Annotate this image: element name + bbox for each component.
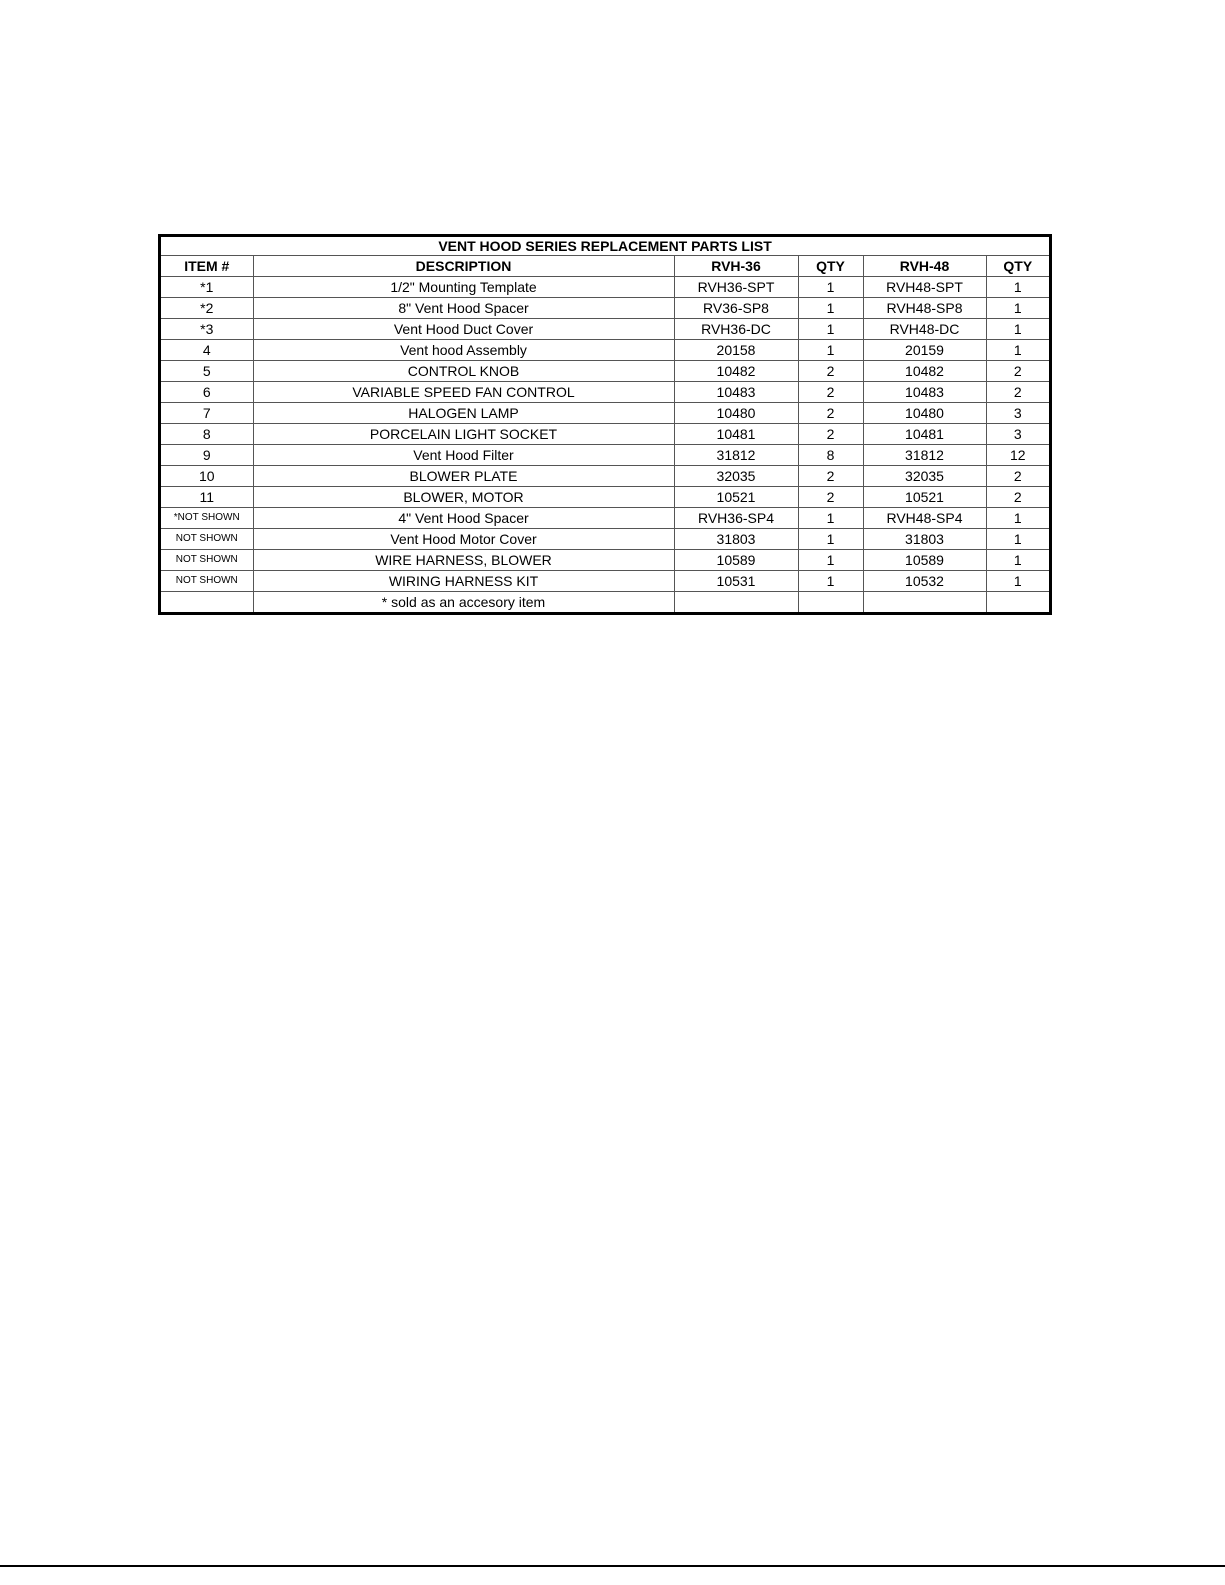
table-row	[161, 424, 1049, 445]
table-row	[161, 361, 1049, 382]
cell-rvh48-qty: 12	[986, 445, 1049, 466]
cell-item: 5	[161, 361, 253, 382]
cell-rvh48-part: 10521	[863, 487, 986, 508]
cell-rvh48-part: RVH48-SPT	[863, 277, 986, 298]
table-row	[161, 298, 1049, 319]
cell-rvh36-part: 10480	[674, 403, 798, 424]
empty-cell	[798, 592, 863, 613]
table-row	[161, 382, 1049, 403]
cell-description: Vent Hood Filter	[253, 445, 674, 466]
cell-rvh48-qty: 2	[986, 361, 1049, 382]
cell-rvh36-qty: 2	[798, 382, 863, 403]
cell-rvh48-qty: 1	[986, 319, 1049, 340]
parts-table	[161, 237, 1049, 612]
cell-item: NOT SHOWN	[161, 550, 253, 571]
cell-rvh36-part: RVH36-DC	[674, 319, 798, 340]
cell-description: 4" Vent Hood Spacer	[253, 508, 674, 529]
cell-description: WIRING HARNESS KIT	[253, 571, 674, 592]
cell-item: *2	[161, 298, 253, 319]
cell-rvh36-part: 10482	[674, 361, 798, 382]
empty-cell	[674, 592, 798, 613]
cell-rvh36-part: 31803	[674, 529, 798, 550]
parts-list-table	[158, 234, 1052, 615]
cell-rvh48-part: 10481	[863, 424, 986, 445]
cell-rvh36-part: 10531	[674, 571, 798, 592]
cell-rvh48-qty: 3	[986, 424, 1049, 445]
cell-rvh48-part: 10589	[863, 550, 986, 571]
cell-rvh48-part: 10532	[863, 571, 986, 592]
cell-description: 8" Vent Hood Spacer	[253, 298, 674, 319]
cell-rvh36-qty: 1	[798, 508, 863, 529]
table-row	[161, 403, 1049, 424]
cell-rvh48-part: RVH48-SP8	[863, 298, 986, 319]
cell-rvh36-qty: 8	[798, 445, 863, 466]
cell-rvh36-part: 31812	[674, 445, 798, 466]
cell-rvh48-part: RVH48-DC	[863, 319, 986, 340]
table-row	[161, 340, 1049, 361]
cell-item: NOT SHOWN	[161, 571, 253, 592]
cell-description: Vent Hood Duct Cover	[253, 319, 674, 340]
header-qty-48: QTY	[986, 256, 1049, 277]
cell-description: 1/2" Mounting Template	[253, 277, 674, 298]
header-item: ITEM #	[161, 256, 253, 277]
cell-rvh48-qty: 2	[986, 466, 1049, 487]
empty-cell	[986, 592, 1049, 613]
cell-item: *1	[161, 277, 253, 298]
cell-rvh48-qty: 3	[986, 403, 1049, 424]
cell-description: HALOGEN LAMP	[253, 403, 674, 424]
table-row	[161, 571, 1049, 592]
header-rvh36: RVH-36	[674, 256, 798, 277]
table-row	[161, 487, 1049, 508]
table-row	[161, 550, 1049, 571]
cell-rvh48-qty: 1	[986, 298, 1049, 319]
cell-item: *NOT SHOWN	[161, 508, 253, 529]
cell-item: 8	[161, 424, 253, 445]
table-row	[161, 466, 1049, 487]
cell-rvh36-part: RVH36-SP4	[674, 508, 798, 529]
footnote-row	[161, 592, 1049, 613]
cell-item: 4	[161, 340, 253, 361]
table-header-row	[161, 256, 1049, 277]
cell-description: BLOWER, MOTOR	[253, 487, 674, 508]
cell-rvh48-qty: 1	[986, 277, 1049, 298]
cell-rvh48-qty: 2	[986, 487, 1049, 508]
cell-rvh36-qty: 1	[798, 529, 863, 550]
cell-description: CONTROL KNOB	[253, 361, 674, 382]
cell-rvh48-qty: 2	[986, 382, 1049, 403]
table-row	[161, 445, 1049, 466]
table-row	[161, 319, 1049, 340]
cell-item: 6	[161, 382, 253, 403]
cell-rvh36-qty: 1	[798, 319, 863, 340]
header-description: DESCRIPTION	[253, 256, 674, 277]
header-rvh48: RVH-48	[863, 256, 986, 277]
cell-rvh36-qty: 1	[798, 550, 863, 571]
cell-rvh36-part: 10589	[674, 550, 798, 571]
cell-rvh36-qty: 1	[798, 571, 863, 592]
cell-rvh36-qty: 1	[798, 340, 863, 361]
cell-item: 9	[161, 445, 253, 466]
cell-rvh48-part: 10480	[863, 403, 986, 424]
empty-cell	[161, 592, 253, 613]
cell-description: PORCELAIN LIGHT SOCKET	[253, 424, 674, 445]
cell-rvh36-qty: 1	[798, 298, 863, 319]
cell-description: VARIABLE SPEED FAN CONTROL	[253, 382, 674, 403]
footnote: * sold as an accesory item	[253, 592, 674, 613]
cell-rvh36-qty: 2	[798, 403, 863, 424]
cell-rvh48-part: 10483	[863, 382, 986, 403]
cell-item: 7	[161, 403, 253, 424]
table-row	[161, 508, 1049, 529]
cell-item: NOT SHOWN	[161, 529, 253, 550]
cell-item: 10	[161, 466, 253, 487]
cell-rvh48-qty: 1	[986, 529, 1049, 550]
cell-rvh36-qty: 2	[798, 487, 863, 508]
header-qty-36: QTY	[798, 256, 863, 277]
cell-description: BLOWER PLATE	[253, 466, 674, 487]
cell-rvh36-part: 10521	[674, 487, 798, 508]
cell-rvh36-qty: 1	[798, 277, 863, 298]
cell-rvh48-qty: 1	[986, 508, 1049, 529]
table-row	[161, 529, 1049, 550]
cell-rvh48-part: 32035	[863, 466, 986, 487]
table-title: VENT HOOD SERIES REPLACEMENT PARTS LIST	[161, 237, 1049, 256]
cell-rvh48-qty: 1	[986, 340, 1049, 361]
cell-item: 11	[161, 487, 253, 508]
cell-rvh36-qty: 2	[798, 361, 863, 382]
cell-rvh48-qty: 1	[986, 550, 1049, 571]
cell-rvh36-part: 20158	[674, 340, 798, 361]
cell-description: WIRE HARNESS, BLOWER	[253, 550, 674, 571]
cell-rvh48-part: 10482	[863, 361, 986, 382]
cell-rvh36-part: 10481	[674, 424, 798, 445]
cell-rvh48-part: 20159	[863, 340, 986, 361]
cell-item: *3	[161, 319, 253, 340]
page-bottom-rule	[0, 1565, 1225, 1567]
cell-rvh36-part: RVH36-SPT	[674, 277, 798, 298]
table-title-row	[161, 237, 1049, 256]
cell-description: Vent Hood Motor Cover	[253, 529, 674, 550]
cell-description: Vent hood Assembly	[253, 340, 674, 361]
cell-rvh36-part: 10483	[674, 382, 798, 403]
cell-rvh48-part: RVH48-SP4	[863, 508, 986, 529]
cell-rvh36-part: RV36-SP8	[674, 298, 798, 319]
empty-cell	[863, 592, 986, 613]
cell-rvh36-qty: 2	[798, 466, 863, 487]
cell-rvh48-qty: 1	[986, 571, 1049, 592]
table-row	[161, 277, 1049, 298]
cell-rvh48-part: 31803	[863, 529, 986, 550]
cell-rvh36-qty: 2	[798, 424, 863, 445]
cell-rvh48-part: 31812	[863, 445, 986, 466]
cell-rvh36-part: 32035	[674, 466, 798, 487]
